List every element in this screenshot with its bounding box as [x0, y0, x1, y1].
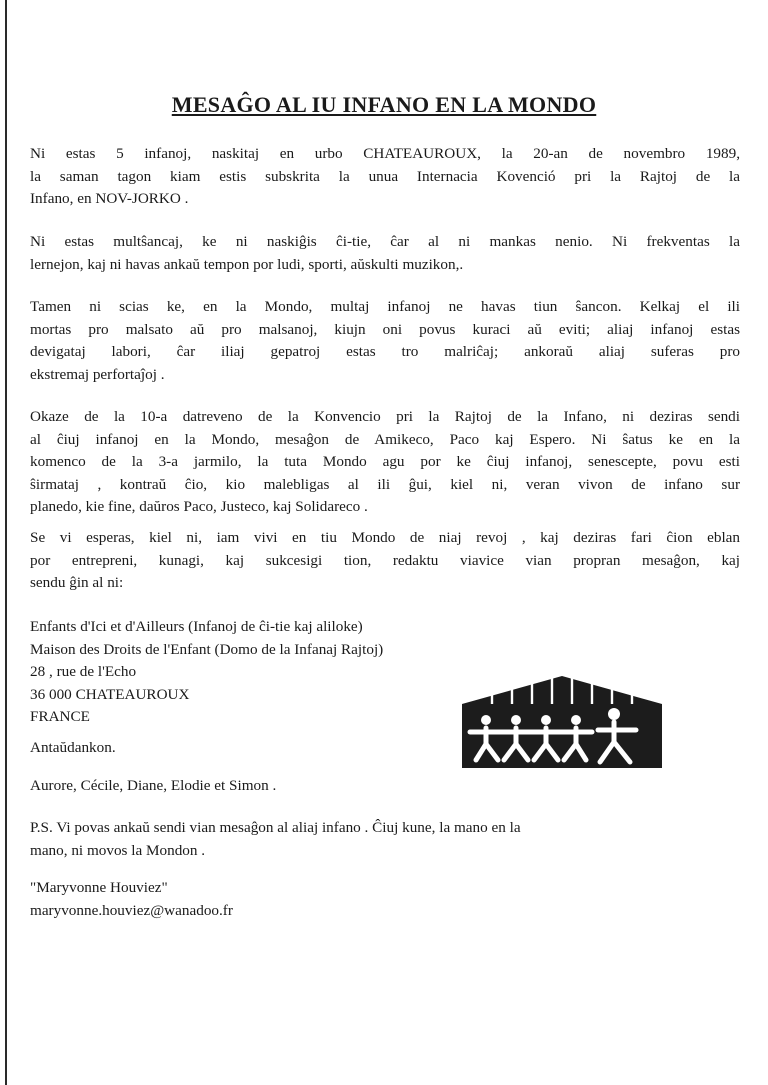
paragraph-intro [30, 143, 740, 211]
paragraph-line: al ĉiuj infanoj en la Mondo, mesaĝon de Amikeco, Paco kaj Espero. Ni ŝatus ke en la [30, 430, 740, 448]
document-title: MESAĜO AL IU INFANO EN LA MONDO [171, 92, 597, 117]
address-line: 28 , rue de l'Echo [30, 663, 137, 680]
address-line: Enfants d'Ici et d'Ailleurs (Infanoj de ĉi-tie kaj aliloke) [30, 618, 363, 635]
paragraph-anniversary [30, 406, 740, 519]
paragraph-line: devigataj labori, ĉar iliaj gepatroj estas tro malriĉaj; ankoraŭ aliaj suferas pro [30, 343, 740, 360]
address-line: FRANCE [30, 708, 90, 725]
paragraph-line: Ni estas 5 infanoj, naskitaj en urbo CHATEAUROUX, la 20-an de novembro 1989, [30, 145, 740, 162]
paragraph-hardship [30, 296, 740, 386]
paragraph-line: la saman tagon kiam estis subskrita la unua Internacia Kovenció pri la Rajtoj de la [30, 167, 740, 185]
paragraph-line: komenco de la 3-a jarmilo, la tuta Mondo agu por ke ĉiuj infanoj, senescepte, povu esti [30, 453, 740, 470]
paragraph-line: lernejon, kaj ni havas ankaŭ tempon por ludi, sporti, aŭskulti muzikon,. [30, 255, 464, 273]
thanks-line: Antaŭdankon. [30, 739, 116, 756]
postscript [30, 817, 640, 862]
paragraph-invitation [30, 527, 740, 595]
paragraph-line: Okaze de la 10-a datreveno de la Konvencio pri la Rajtoj de la Infano, ni deziras sendi [30, 408, 740, 425]
paragraph-line: Infano, en NOV-JORKO . [30, 190, 189, 207]
paragraph-line: mortas pro malsato aŭ pro malsanoj, kiujn oni povus kuraci aŭ eviti; aliaj infanoj estas [30, 320, 740, 338]
signers-line: Aurore, Cécile, Diane, Elodie et Simon . [30, 777, 277, 794]
page-edge-line [5, 0, 7, 1085]
children-house-logo-icon [462, 676, 662, 768]
paragraph-line: planedo, kie fine, daŭros Paco, Justeco, kaj Solidareco . [30, 498, 368, 515]
paragraph-line: Se vi esperas, kiel ni, iam vivi en tiu Mondo de niaj revoj , kaj deziras fari ĉion eblan [30, 529, 740, 546]
paragraph-line: por entrepreni, kunagi, kaj sukcesigi tion, redaktu viavice vian propran mesaĝon, kaj [30, 551, 740, 569]
contact-block [30, 877, 233, 922]
paragraph-line: Ni estas multŝancaj, ke ni naskiĝis ĉi-tie, ĉar al ni mankas nenio. Ni frekventas la [30, 233, 740, 250]
address-line: 36 000 CHATEAUROUX [30, 685, 190, 703]
paragraph-line: ŝirmataj , kontraŭ ĉio, kio malebligas al ili ĝui, kiel ni, veran vivon de infano sur [30, 475, 740, 493]
contact-email: maryvonne.houviez@wanadoo.fr [30, 901, 233, 919]
postscript-line: mano, ni movos la Mondon . [30, 841, 206, 859]
paragraph-line: ekstremaj perfortaĵoj . [30, 365, 165, 383]
address-line: Maison des Droits de l'Enfant (Domo de la Infanaj Rajtoj) [30, 640, 384, 658]
paragraph-line: Tamen ni scias ke, en la Mondo, multaj infanoj ne havas tiun ŝancon. Kelkaj el ili [30, 298, 740, 315]
paragraph-line: sendu ĝin al ni: [30, 574, 124, 591]
mailing-address [30, 616, 383, 729]
contact-name: "Maryvonne Houviez" [30, 879, 168, 896]
postscript-line: P.S. Vi povas ankaŭ sendi vian mesaĝon al aliaj infano . Ĉiuj kune, la mano en la [30, 819, 521, 836]
paragraph-fortune [30, 231, 740, 276]
